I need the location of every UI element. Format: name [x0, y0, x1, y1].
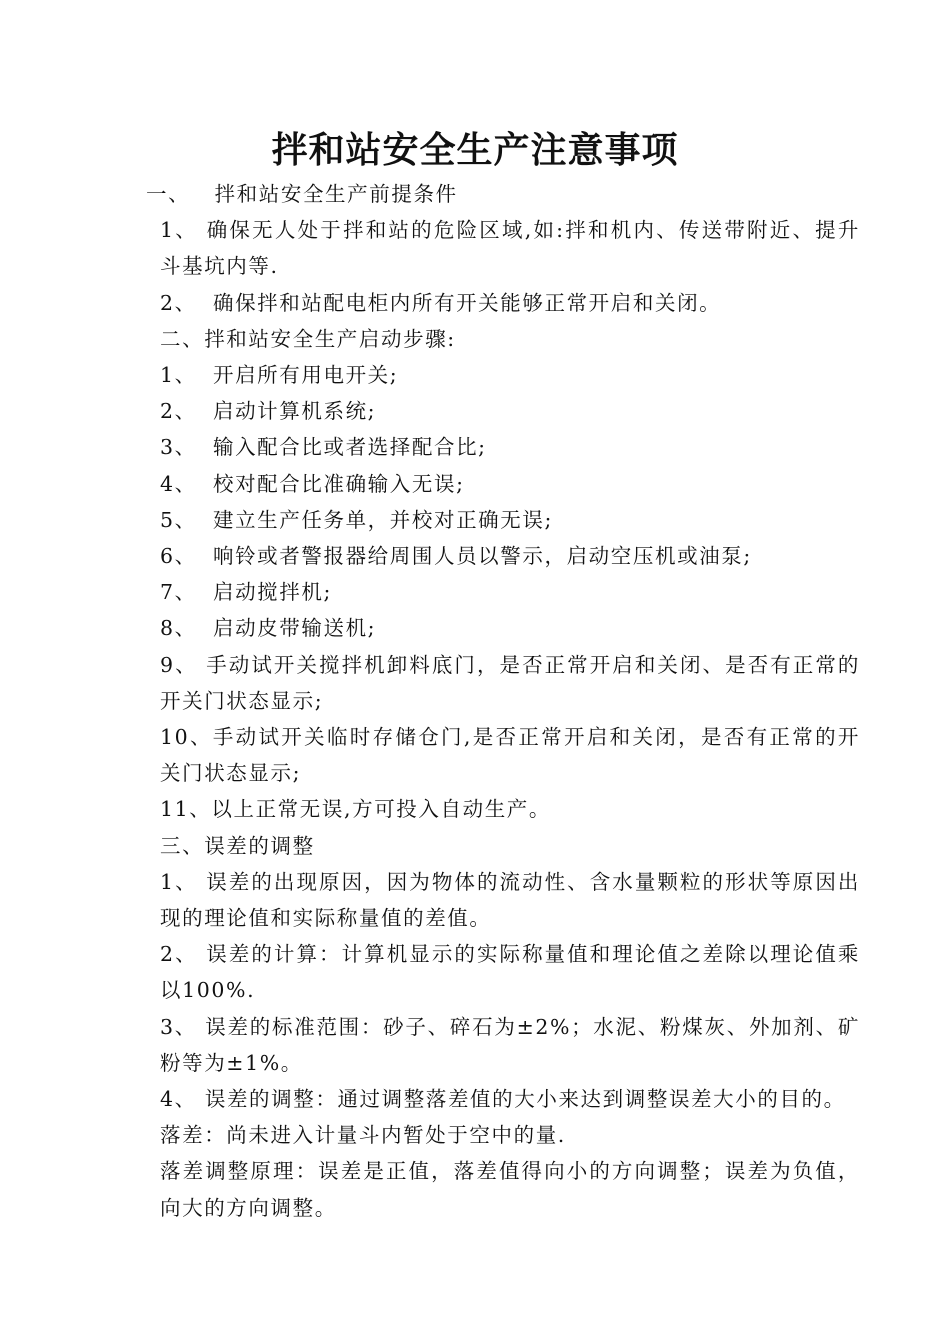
list-item: 4、 误差的调整：通过调整落差值的大小来达到调整误差大小的目的。	[160, 1087, 846, 1112]
list-item: 9、 手动试开关搅拌机卸料底门，是否正常开启和关闭、是否有正常的开关门状态显示;	[160, 652, 860, 713]
section-heading-1: 一、 拌和站安全生产前提条件	[146, 182, 458, 206]
list-item: 6、 响铃或者警报器给周围人员以警示，启动空压机或油泵;	[160, 544, 752, 569]
definition-line: 落差调整原理：误差是正值，落差值得向小的方向调整；误差为负值，向大的方向调整。	[160, 1159, 860, 1220]
list-item: 2、 启动计算机系统;	[160, 399, 377, 424]
list-item: 11、以上正常无误,方可投入自动生产。	[160, 797, 552, 822]
section-heading-2: 二、拌和站安全生产启动步骤:	[160, 326, 456, 351]
list-item: 7、 启动搅拌机;	[160, 580, 332, 605]
definition-line: 落差：尚未进入计量斗内暂处于空中的量.	[160, 1123, 566, 1148]
list-item: 8、 启动皮带输送机;	[160, 616, 377, 641]
list-item: 2、 确保拌和站配电柜内所有开关能够正常开启和关闭。	[160, 290, 722, 315]
list-item: 3、 输入配合比或者选择配合比;	[160, 435, 487, 460]
list-item: 1、 确保无人处于拌和站的危险区域,如:拌和机内、传送带附近、提升斗基坑内等.	[160, 218, 860, 279]
list-item: 1、 开启所有用电开关;	[160, 363, 399, 388]
list-item: 1、 误差的出现原因，因为物体的流动性、含水量颗粒的形状等原因出现的理论值和实际称量值的差值。	[160, 869, 860, 931]
document-body	[146, 176, 860, 1226]
list-item: 5、 建立生产任务单，并校对正确无误;	[160, 507, 553, 532]
list-item: 3、 误差的标准范围：砂子、碎石为±2%；水泥、粉煤灰、外加剂、矿粉等为±1%。	[160, 1014, 860, 1075]
list-item: 2、 误差的计算：计算机显示的实际称量值和理论值之差除以理论值乘以100%.	[160, 942, 860, 1003]
section-heading-3: 三、误差的调整	[160, 833, 315, 858]
document-title: 拌和站安全生产注意事项	[271, 129, 679, 171]
list-item: 4、 校对配合比准确输入无误;	[160, 471, 465, 496]
list-item: 10、手动试开关临时存储仓门,是否正常开启和关闭，是否有正常的开关门状态显示;	[160, 725, 860, 786]
